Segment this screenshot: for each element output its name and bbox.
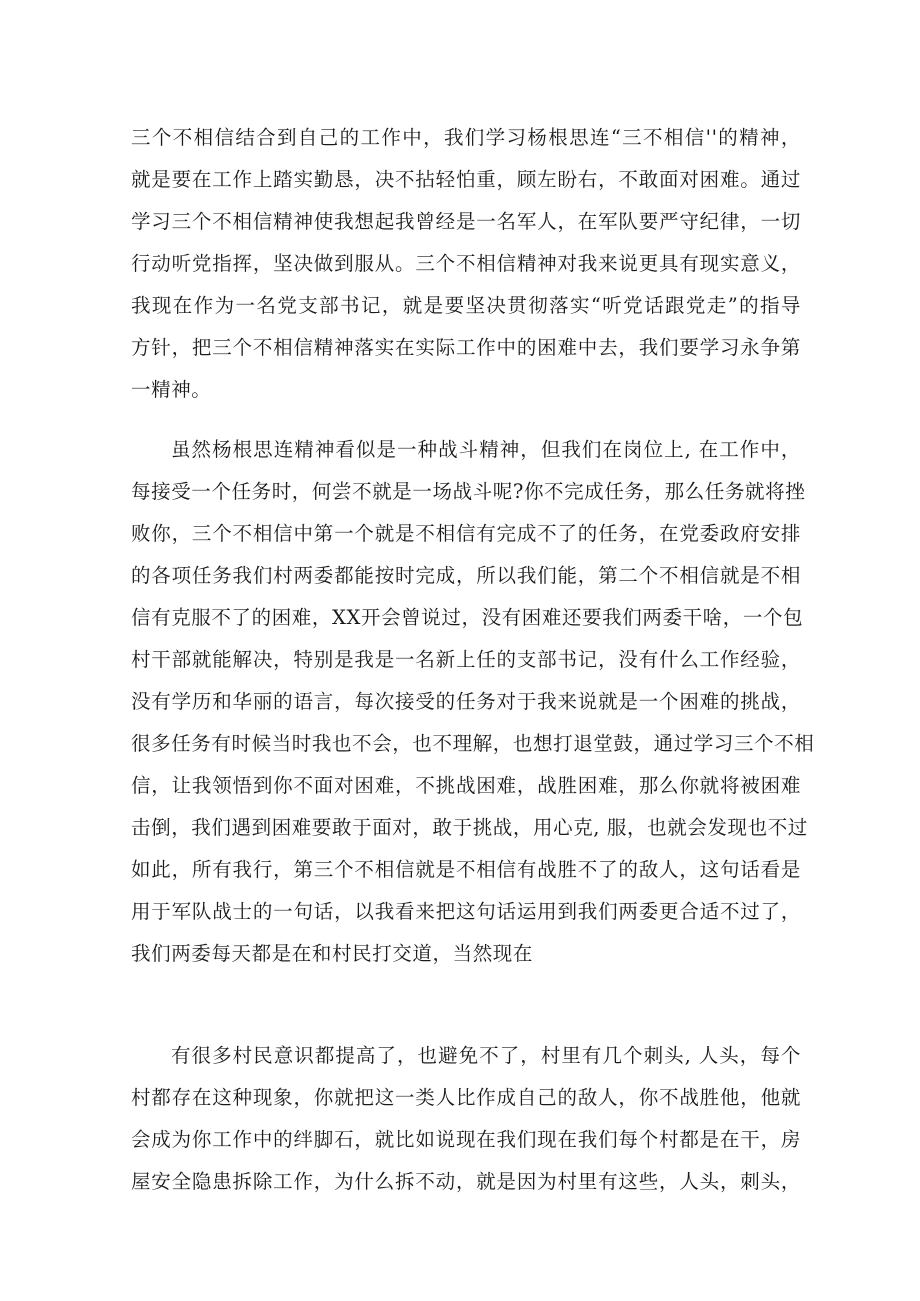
text-line: 如此，所有我行，第三个不相信就是不相信有战胜不了的敌人，这句话看是 [131,858,801,881]
text-line: 三个不相信结合到自己的工作中，我们学习杨根思连“三不相信''的精神， [131,126,801,149]
text-line: 一精神。 [131,378,212,401]
text-line: 我现在作为一名党支部书记，就是要坚决贯彻落实“听党话跟党走”的指导 [131,294,801,317]
text-line: 击倒，我们遇到困难要敢于面对，敢于挑战，用心克, 服，也就会发现也不过 [131,816,808,839]
text-line: 信有克服不了的困难，XX开会曾说过，没有困难还要我们两委干啥，一个包 [131,606,804,629]
text-line: 信，让我领悟到你不面对困难，不挑战困难，战胜困难，那么你就将被困难 [131,774,801,797]
text-line: 就是要在工作上踏实勤恳，决不拈轻怕重，顾左盼右，不敢面对困难。通过 [131,168,801,191]
text-line: 的各项任务我们村两委都能按时完成，所以我们能，第二个不相信就是不相 [131,564,801,587]
text-line: 村干部就能解决，特别是我是一名新上任的支部书记，没有什么工作经验， [131,648,801,671]
text-line: 有很多村民意识都提高了，也避免不了，村里有几个刺头, 人头，每个 [171,1044,801,1067]
text-line: 村都存在这种现象，你就把这一类人比作成自己的敌人，你不战胜他，他就 [131,1086,801,1109]
text-line: 屋安全隐患拆除工作，为什么拆不动，就是因为村里有这些，人头，刺头， [131,1170,801,1193]
text-line: 没有学历和华丽的语言，每次接受的任务对于我来说就是一个困难的挑战， [131,690,801,713]
text-line: 会成为你工作中的绊脚石，就比如说现在我们现在我们每个村都是在干，房 [131,1128,801,1151]
text-line: 学习三个不相信精神使我想起我曾经是一名军人，在军队要严守纪律，一切 [131,210,801,233]
paragraph-1 [131,117,801,411]
text-line: 我们两委每天都是在和村民打交道，当然现在 [131,942,534,965]
text-line: 败你，三个不相信中第一个就是不相信有完成不了的任务，在党委政府安排 [131,522,801,545]
text-line: 行动听党指挥，坚决做到服从。三个不相信精神对我来说更具有现实意义， [131,252,801,275]
text-line: 用于军队战士的一句话，以我看来把这句话运用到我们两委更合适不过了， [131,900,801,923]
paragraph-3 [131,1035,801,1203]
text-line: 方针，把三个不相信精神落实在实际工作中的困难中去，我们要学习永争第 [131,336,801,359]
text-line: 每接受一个任务时，何尝不就是一场战斗呢?你不完成任务，那么任务就将挫 [131,480,806,503]
paragraph-2 [131,429,815,975]
text-line: 虽然杨根思连精神看似是一种战斗精神，但我们在岗位上, 在工作中， [171,438,801,461]
text-line: 很多任务有时候当时我也不会，也不理解，也想打退堂鼓，通过学习三个不相 [131,732,815,755]
